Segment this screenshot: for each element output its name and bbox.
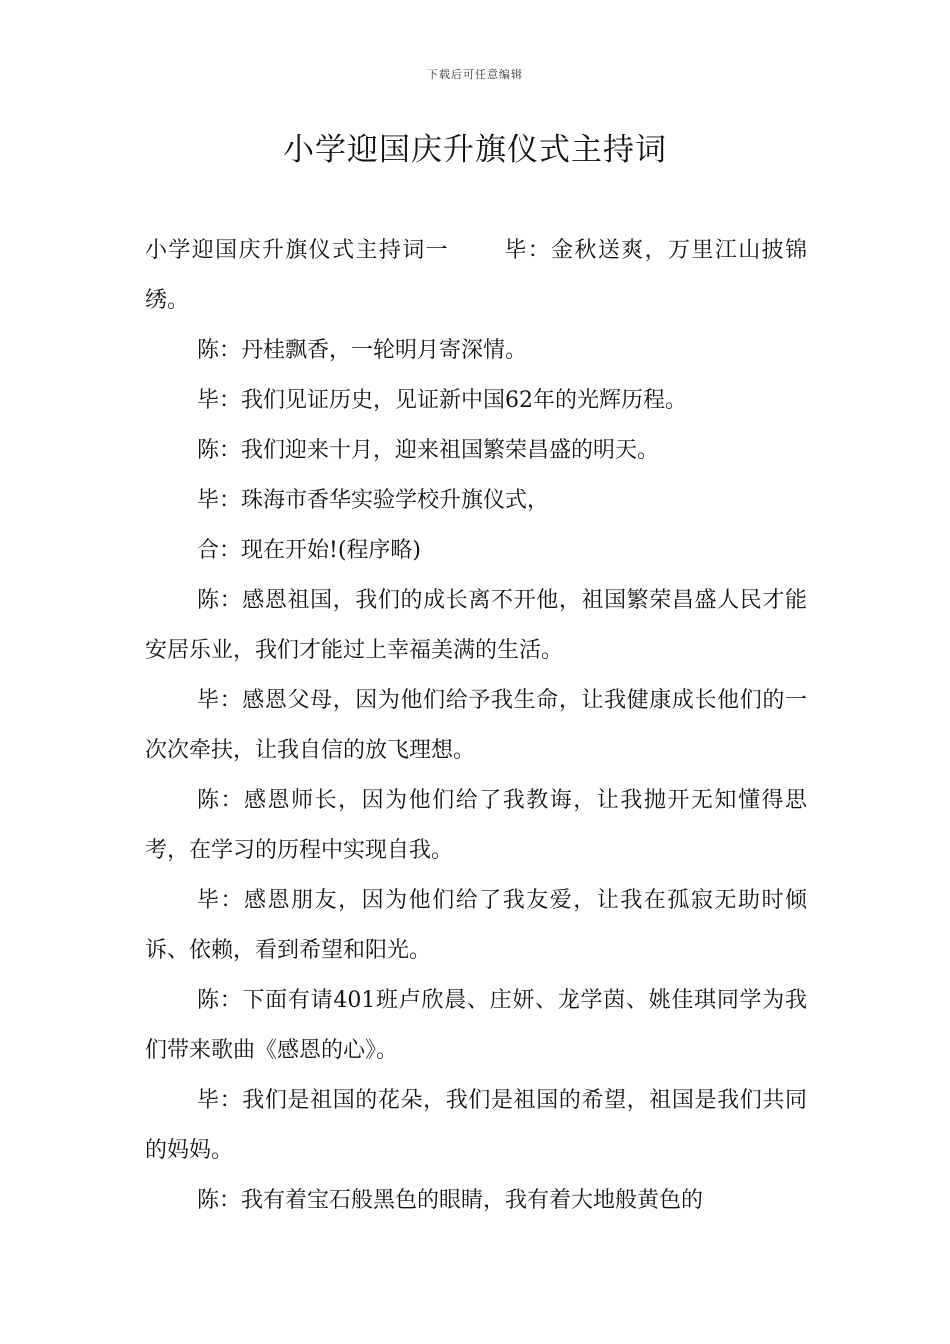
dialogue-line: 毕：我们是祖国的花朵，我们是祖国的希望，祖国是我们共同的妈妈。 xyxy=(145,1088,807,1163)
document-title: 小学迎国庆升旗仪式主持词 xyxy=(283,132,667,168)
dialogue-line: 毕：我们见证历史，见证新中国62年的光辉历程。 xyxy=(197,388,687,413)
dialogue-line: 陈：我有着宝石般黑色的眼睛，我有着大地般黄色的 xyxy=(197,1188,704,1213)
dialogue-line: 毕：感恩父母，因为他们给予我生命，让我健康成长他们的一次次牵扶，让我自信的放飞理想。 xyxy=(145,688,807,763)
dialogue-line: 毕：金秋送爽，万里江山披锦绣。 xyxy=(145,238,807,313)
dialogue-line: 陈：丹桂飘香，一轮明月寄深情。 xyxy=(197,338,528,363)
dialogue-line: 合：现在开始!(程序略) xyxy=(197,538,422,563)
dialogue-line: 陈：下面有请401班卢欣晨、庄妍、龙学茵、姚佳琪同学为我们带来歌曲《感恩的心》。 xyxy=(145,988,807,1063)
dialogue-line: 陈：感恩师长，因为他们给了我教诲，让我抛开无知懂得思考，在学习的历程中实现自我。 xyxy=(145,788,807,863)
document-body xyxy=(145,226,807,1226)
dialogue-line: 陈：我们迎来十月，迎来祖国繁荣昌盛的明天。 xyxy=(197,438,660,463)
section-heading: 小学迎国庆升旗仪式主持词一 xyxy=(145,238,449,263)
dialogue-line: 毕：感恩朋友，因为他们给了我友爱，让我在孤寂无助时倾诉、依赖，看到希望和阳光。 xyxy=(145,888,807,963)
dialogue-line: 毕：珠海市香华实验学校升旗仪式， xyxy=(197,488,550,513)
paragraph-intro xyxy=(145,226,807,326)
page-header-note: 下载后可任意编辑 xyxy=(427,68,523,81)
dialogue-line: 陈：感恩祖国，我们的成长离不开他，祖国繁荣昌盛人民才能安居乐业，我们才能过上幸福美满的生活。 xyxy=(145,588,807,663)
